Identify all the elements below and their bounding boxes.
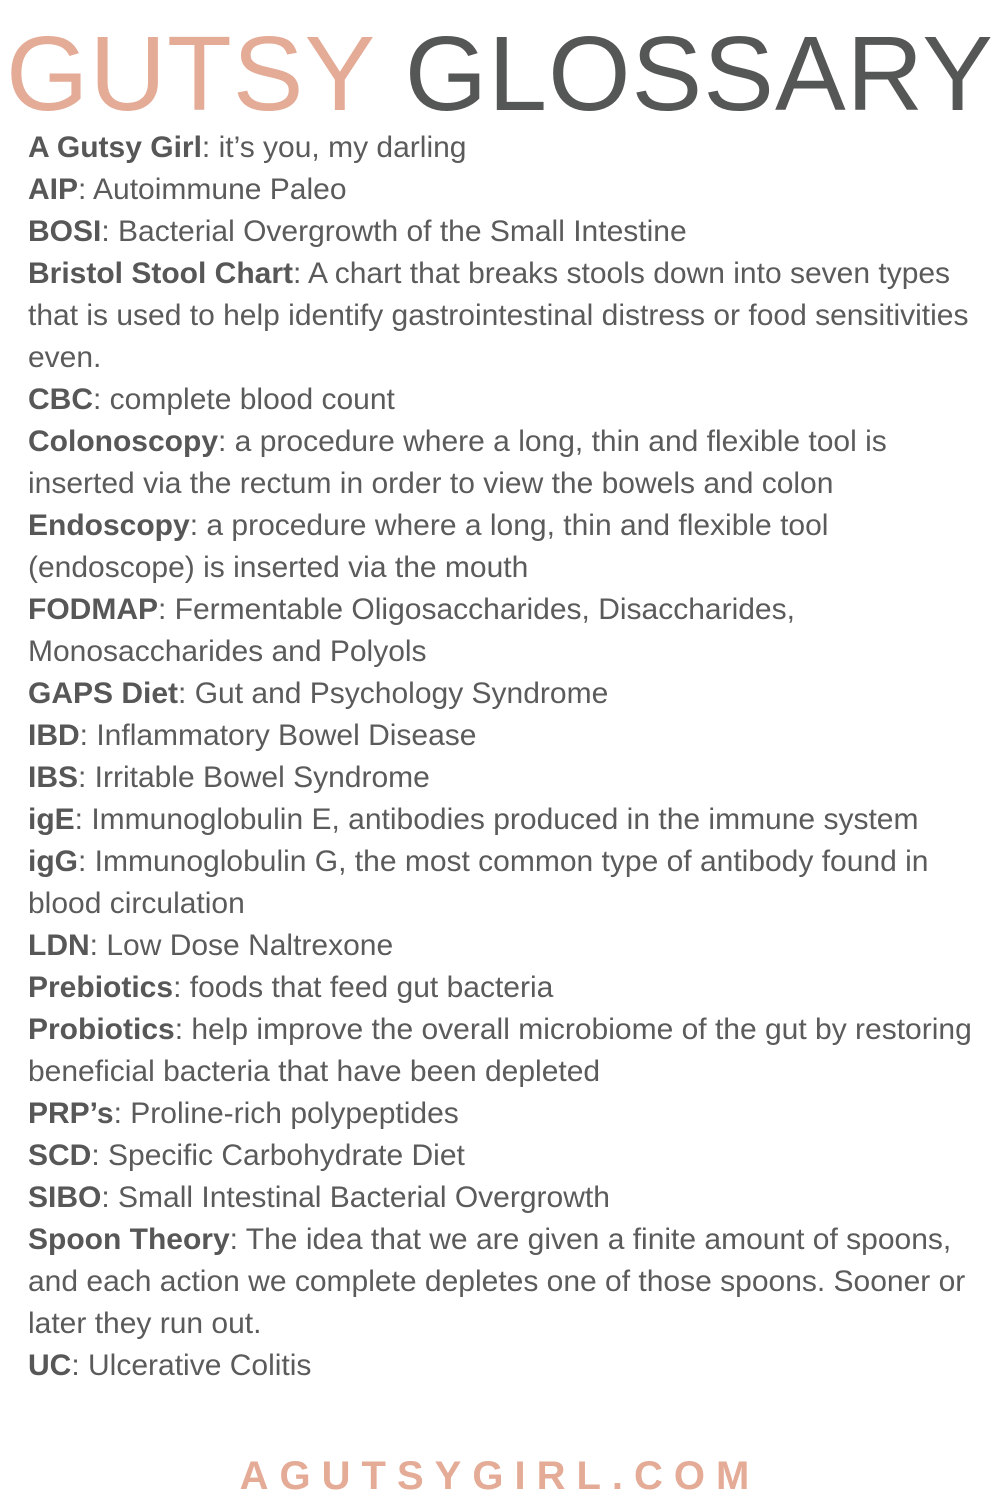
glossary-definition: : Autoimmune Paleo bbox=[78, 173, 347, 206]
page-title bbox=[0, 14, 1000, 134]
glossary-entry bbox=[28, 1219, 973, 1345]
glossary-entry bbox=[28, 1093, 973, 1135]
glossary-term: Spoon Theory bbox=[28, 1223, 230, 1256]
website-url: AGUTSYGIRL.COM bbox=[239, 1454, 761, 1498]
glossary-definition: : Irritable Bowel Syndrome bbox=[78, 761, 430, 794]
glossary-term: Bristol Stool Chart bbox=[28, 257, 294, 290]
glossary-definition: : Immunoglobulin G, the most common type of antibody found in blood circulation bbox=[28, 845, 929, 920]
title-glossary: GLOSSARY bbox=[404, 15, 994, 133]
glossary-definition: : Gut and Psychology Syndrome bbox=[178, 677, 609, 710]
glossary-entry bbox=[28, 505, 973, 589]
glossary-definition: : it’s you, my darling bbox=[201, 131, 467, 164]
glossary-definition: : A chart that breaks stools down into seven types that is used to help identify gastrointestinal distress or food sensitivities even. bbox=[28, 257, 969, 374]
glossary-entry bbox=[28, 1177, 973, 1219]
glossary-entry bbox=[28, 253, 973, 379]
glossary-entry bbox=[28, 127, 973, 169]
glossary-definition: : Immunoglobulin E, antibodies produced in the immune system bbox=[74, 803, 919, 836]
glossary-term: PRP’s bbox=[28, 1097, 114, 1130]
glossary-entry bbox=[28, 1135, 973, 1177]
glossary-term: IBD bbox=[28, 719, 80, 752]
glossary-entry bbox=[28, 1345, 973, 1387]
glossary-entry bbox=[28, 967, 973, 1009]
glossary-term: igE bbox=[28, 803, 75, 836]
glossary-definition: : a procedure where a long, thin and flexible tool is inserted via the rectum in order to view the bowels and colon bbox=[28, 425, 887, 500]
glossary-entry bbox=[28, 757, 973, 799]
glossary-entry bbox=[28, 1009, 973, 1093]
title-gutsy: GUTSY bbox=[6, 15, 375, 133]
glossary-definition: : Low Dose Naltrexone bbox=[89, 929, 394, 962]
glossary-term: FODMAP bbox=[28, 593, 158, 626]
glossary-entry bbox=[28, 925, 973, 967]
glossary-definition: : complete blood count bbox=[93, 383, 395, 416]
glossary-entry bbox=[28, 379, 973, 421]
glossary-definition: : Inflammatory Bowel Disease bbox=[79, 719, 477, 752]
glossary-entry bbox=[28, 841, 973, 925]
glossary-term: Prebiotics bbox=[28, 971, 174, 1004]
glossary-term: Endoscopy bbox=[28, 509, 190, 542]
glossary-definition: : The idea that we are given a finite amount of spoons, and each action we complete depletes one of those spoons. Sooner or later they run out. bbox=[28, 1223, 966, 1340]
glossary-entry bbox=[28, 169, 973, 211]
glossary-entry bbox=[28, 421, 973, 505]
glossary-definition: : Proline-rich polypeptides bbox=[113, 1097, 459, 1130]
glossary-entry bbox=[28, 715, 973, 757]
glossary-list bbox=[28, 127, 973, 1387]
glossary-definition: : foods that feed gut bacteria bbox=[173, 971, 554, 1004]
glossary-entry bbox=[28, 589, 973, 673]
glossary-term: Probiotics bbox=[28, 1013, 175, 1046]
glossary-term: GAPS Diet bbox=[28, 677, 179, 710]
glossary-definition: : Small Intestinal Bacterial Overgrowth bbox=[101, 1181, 610, 1214]
glossary-term: SIBO bbox=[28, 1181, 102, 1214]
glossary-term: IBS bbox=[28, 761, 79, 794]
glossary-term: UC bbox=[28, 1349, 72, 1382]
glossary-term: AIP bbox=[28, 173, 79, 206]
glossary-definition: : Fermentable Oligosaccharides, Disaccharides, Monosaccharides and Polyols bbox=[28, 593, 795, 668]
glossary-term: BOSI bbox=[28, 215, 102, 248]
glossary-term: CBC bbox=[28, 383, 93, 416]
glossary-entry bbox=[28, 673, 973, 715]
glossary-entry bbox=[28, 799, 973, 841]
glossary-definition: : Specific Carbohydrate Diet bbox=[91, 1139, 465, 1172]
glossary-entry bbox=[28, 211, 973, 253]
glossary-definition: : Bacterial Overgrowth of the Small Intestine bbox=[101, 215, 687, 248]
glossary-definition: : a procedure where a long, thin and flexible tool (endoscope) is inserted via the mouth bbox=[28, 509, 829, 584]
glossary-term: igG bbox=[28, 845, 78, 878]
glossary-term: Colonoscopy bbox=[28, 425, 219, 458]
glossary-term: SCD bbox=[28, 1139, 92, 1172]
glossary-term: LDN bbox=[28, 929, 90, 962]
glossary-term: A Gutsy Girl bbox=[28, 131, 202, 164]
glossary-definition: : help improve the overall microbiome of the gut by restoring beneficial bacteria that have been depleted bbox=[28, 1013, 972, 1088]
glossary-definition: : Ulcerative Colitis bbox=[71, 1349, 312, 1382]
